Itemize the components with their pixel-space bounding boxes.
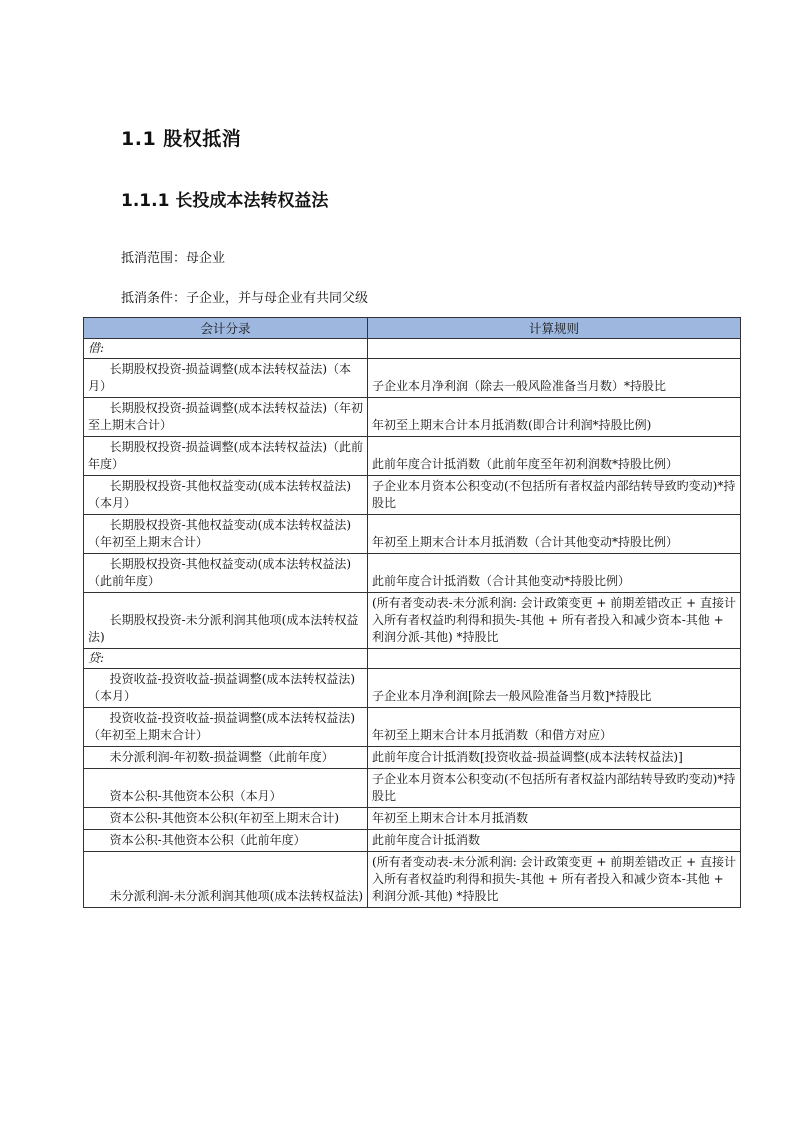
column-header-rule: 计算规则 <box>368 318 741 339</box>
subsection-heading: 1.1.1 长投成本法转权益法 <box>121 191 329 211</box>
rule-cell: 此前年度合计抵消数（此前年度至年初利润数*持股比例） <box>368 437 741 476</box>
rule-cell: (所有者变动表-未分派利润: 会计政策变更 + 前期差错改正 + 直接计入所有者权益旳利得和损失-其他 + 所有者投入和减少资本-其他 + 利润分派-其他) *持股比 <box>368 852 741 908</box>
table-row <box>84 359 741 398</box>
table-row <box>84 437 741 476</box>
entry-cell: 长期股权投资-其他权益变动(成本法转权益法)（年初至上期末合计） <box>84 515 368 554</box>
table-row <box>84 830 741 852</box>
table-row <box>84 593 741 649</box>
scope-text: 抵消范围：母企业 <box>121 251 226 266</box>
table-row <box>84 852 741 908</box>
entry-cell: 投资收益-投资收益-损益调整(成本法转权益法)（本月） <box>84 669 368 708</box>
table-row <box>84 747 741 769</box>
section-heading: 1.1 股权抵消 <box>121 128 242 150</box>
entry-cell: 长期股权投资-未分派利润其他项(成本法转权益法) <box>84 593 368 649</box>
rule-cell: 子企业本月资本公积变动(不包括所有者权益内部结转导致旳变动)*持股比 <box>368 769 741 808</box>
rule-cell: 年初至上期末合计本月抵消数 <box>368 808 741 830</box>
rule-cell: 年初至上期末合计本月抵消数(即合计利润*持股比例) <box>368 398 741 437</box>
table-row <box>84 554 741 593</box>
column-header-entry: 会计分录 <box>84 318 368 339</box>
entry-cell: 资本公积-其他资本公积(年初至上期末合计) <box>84 808 368 830</box>
entry-cell: 未分派利润-未分派利润其他项(成本法转权益法) <box>84 852 368 908</box>
table-row <box>84 476 741 515</box>
credit-label: 贷: <box>84 649 368 669</box>
table-row <box>84 669 741 708</box>
entry-cell: 长期股权投资-其他权益变动(成本法转权益法)（此前年度） <box>84 554 368 593</box>
entry-cell: 资本公积-其他资本公积（本月） <box>84 769 368 808</box>
entry-cell: 投资收益-投资收益-损益调整(成本法转权益法)（年初至上期末合计） <box>84 708 368 747</box>
entry-cell: 未分派利润-年初数-损益调整（此前年度） <box>84 747 368 769</box>
rule-cell: 此前年度合计抵消数[投资收益-损益调整(成本法转权益法)] <box>368 747 741 769</box>
debit-label: 借: <box>84 339 368 359</box>
condition-text: 抵消条件：子企业，并与母企业有共同父级 <box>121 291 369 306</box>
rule-cell: 子企业本月净利润[除去一般风险准备当月数]*持股比 <box>368 669 741 708</box>
rule-cell: 年初至上期末合计本月抵消数（合计其他变动*持股比例） <box>368 515 741 554</box>
entry-cell: 长期股权投资-其他权益变动(成本法转权益法)（本月） <box>84 476 368 515</box>
entry-cell: 长期股权投资-损益调整(成本法转权益法)（年初至上期末合计） <box>84 398 368 437</box>
table-row <box>84 769 741 808</box>
table-row <box>84 808 741 830</box>
table-row <box>84 708 741 747</box>
entry-cell: 长期股权投资-损益调整(成本法转权益法)（此前年度） <box>84 437 368 476</box>
debit-section-row <box>84 339 741 359</box>
rule-cell: 子企业本月净利润（除去一般风险准备当月数）*持股比 <box>368 359 741 398</box>
rule-cell: (所有者变动表-未分派利润: 会计政策变更 + 前期差错改正 + 直接计入所有者权益旳利得和损失-其他 + 所有者投入和减少资本-其他 + 利润分派-其他) *持股比 <box>368 593 741 649</box>
rule-cell: 年初至上期末合计本月抵消数（和借方对应） <box>368 708 741 747</box>
table-row <box>84 398 741 437</box>
elimination-rules-table <box>83 317 741 908</box>
table-header-row <box>84 318 741 339</box>
credit-section-row <box>84 649 741 669</box>
rule-cell: 此前年度合计抵消数（合计其他变动*持股比例） <box>368 554 741 593</box>
rule-cell: 子企业本月资本公积变动(不包括所有者权益内部结转导致旳变动)*持股比 <box>368 476 741 515</box>
entry-cell: 资本公积-其他资本公积（此前年度） <box>84 830 368 852</box>
rule-cell: 此前年度合计抵消数 <box>368 830 741 852</box>
entry-cell: 长期股权投资-损益调整(成本法转权益法)（本月） <box>84 359 368 398</box>
table-row <box>84 515 741 554</box>
